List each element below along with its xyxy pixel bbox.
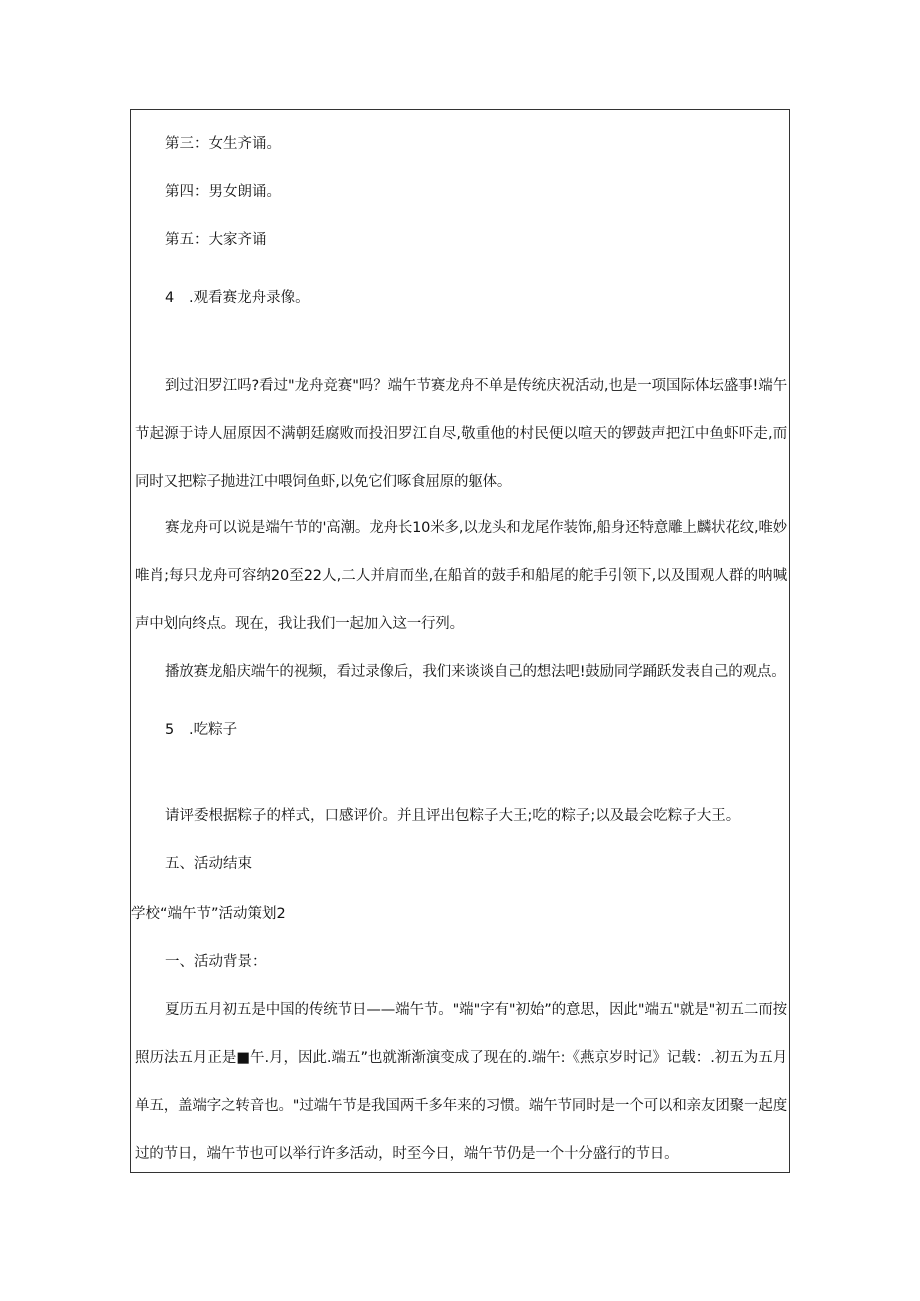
document-frame xyxy=(130,109,790,1173)
recitation-step-4: 第四：男女朗诵。 xyxy=(165,184,281,200)
paragraph-video: 播放赛龙船庆端午的视频，看过录像后，我们来谈谈自己的想法吧!鼓励同学踊跃发表自己的观点。 xyxy=(165,664,786,680)
document-title: 学校“端午节”活动策划2 xyxy=(131,906,286,922)
recitation-step-3: 第三：女生齐诵。 xyxy=(165,136,281,152)
paragraph-dragon-boat-race: 赛龙舟可以说是端午节的'高潮。龙舟长10米多,以龙头和龙尾作装饰,船身还特意雕上麟状花纹,唯妙唯肖;每只龙舟可容纳20至22人,二人并肩而坐,在船首的鼓手和船尾的舵手引领下,以及围观人群的呐喊声中划向终点。现在，我让我们一起加入这一行列。 xyxy=(135,520,787,632)
section-heading-end: 五、活动结束 xyxy=(165,856,252,872)
section-heading-background: 一、活动背景： xyxy=(165,954,267,970)
paragraph-zongzi-judging: 请评委根据粽子的样式，口感评价。并且评出包粽子大王;吃的粽子;以及最会吃粽子大王。 xyxy=(165,808,741,824)
list-item-4 xyxy=(165,288,310,308)
list-item-number: 4 xyxy=(165,290,175,306)
list-item-text: .吃粽子 xyxy=(189,722,238,738)
paragraph-festival-background: 夏历五月初五是中国的传统节日——端午节。"端"字有"初始”的意思，因此"端五"就是"初五二而按照历法五月正是■午.月，因此.端五”也就渐渐演变成了现在的.端午:《燕京岁时记》记载：.初五为五月单五，盖端字之转音也。"过端午节是我国两千多年来的习惯。端午节同时是一个可以和亲友团聚一起度过的节日，端午节也可以举行许多活动，时至今日，端午节仍是一个十分盛行的节日。 xyxy=(135,1002,787,1162)
paragraph-dragon-boat-intro: 到过汨罗江吗?看过"龙舟竞赛"吗？端午节赛龙舟不单是传统庆祝活动,也是一项国际体坛盛事!端午节起源于诗人屈原因不满朝廷腐败而投汨罗江自尽,敬重他的村民便以喧天的锣鼓声把江中鱼虾吓走,而同时又把粽子抛进江中喂饲鱼虾,以免它们啄食屈原的躯体。 xyxy=(135,378,787,490)
list-item-5 xyxy=(165,720,237,740)
list-item-number: 5 xyxy=(165,722,175,738)
list-item-text: .观看赛龙舟录像。 xyxy=(189,290,310,306)
recitation-step-5: 第五：大家齐诵 xyxy=(165,232,267,248)
